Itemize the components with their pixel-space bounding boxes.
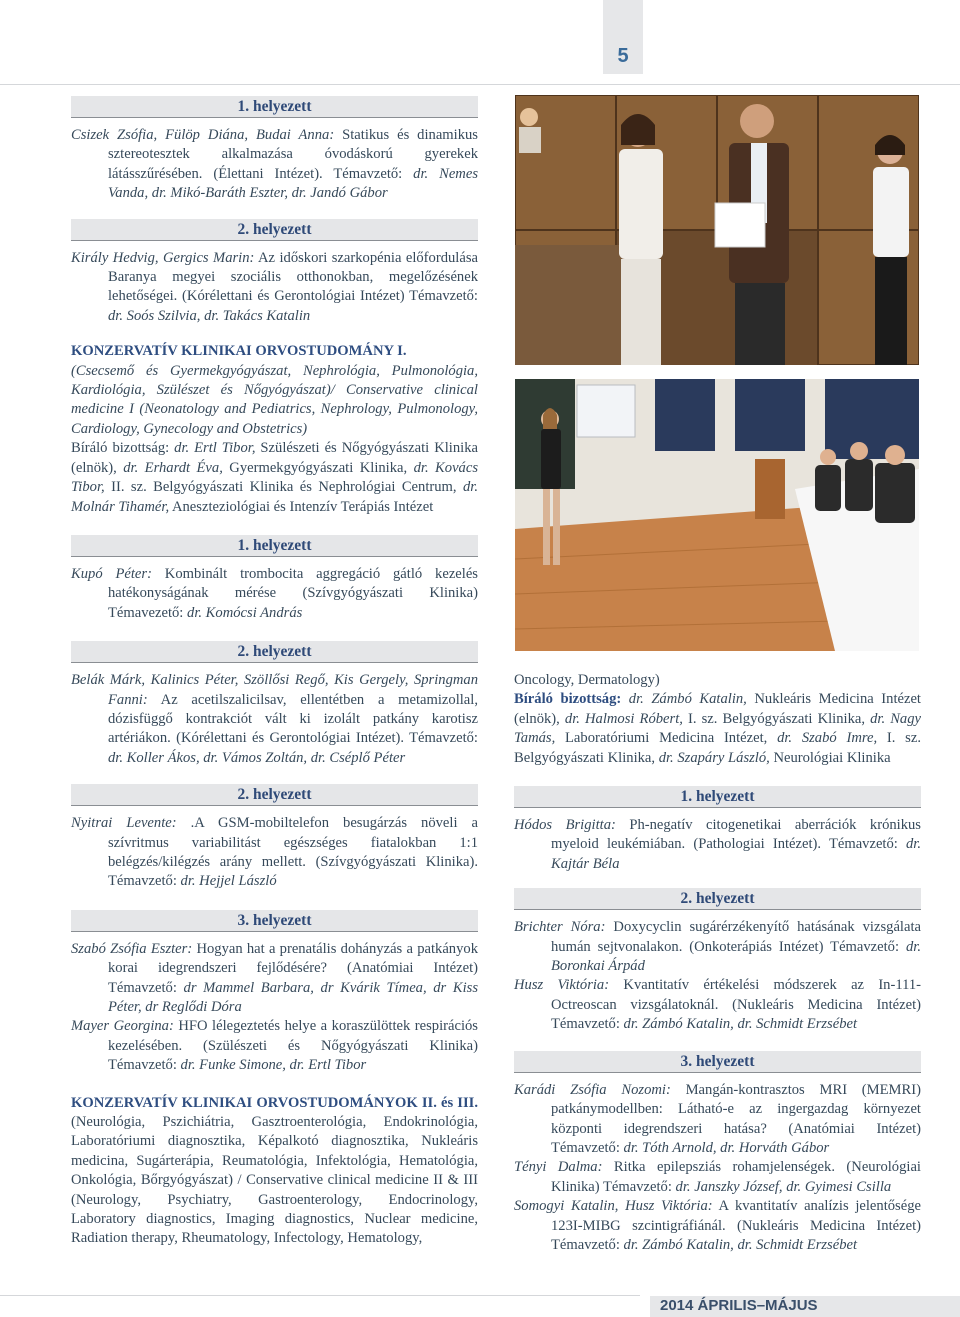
rank-bar: 2. helyezett [71,641,478,663]
entry-authors: Nyitrai Levente: [71,815,177,832]
entry-supervisors: dr. Soós Szilvia, dr. Takács Katalin [108,307,311,324]
entry-text: Ritka epilepsziás rohamjelenségek. (Neurológiai Klinika) Témavzető: [551,1159,921,1195]
entry-authors: Mayer Georgina: [71,1018,174,1035]
rank-bar: 2. helyezett [71,784,478,806]
left-column [71,96,478,1249]
entry-supervisors: dr. Zámbó Katalin, dr. Schmidt Erzsébet [623,1016,858,1033]
entry-authors: Csizek Zsófia, Fülöp Diána, Budai Anna: [71,127,335,143]
entry-supervisors: dr. Funke Simone, dr. Ertl Tibor [180,1057,367,1074]
entry-text: Doxycyclin sugárérzékenyítő hatásának vizsgálata humán sejtvonalakon. (Onkoterápiás Intézet) Témavzető: [551,919,921,955]
section-heading-2 [71,1094,478,1249]
reviewer: dr. Szapáry László, [658,749,770,766]
label: Bíráló bizottság: [71,440,175,457]
section-heading [71,342,478,361]
reviewer-unit: Szülészeti és Nőgyógyászati Klinika (elnök), [71,440,478,476]
entry-authors: Karádi Zsófia Nozomi: [514,1081,671,1098]
reviewer: dr. Nagy Tamás, [514,710,921,747]
rank-bar: 2. helyezett [514,888,921,910]
entry-text: A kvantitatív analízis jelentősége 123I-MIBG szcintigráfiánál. (Nukleáris Medicina Intézet) Témavzető: [551,1198,921,1253]
rank-bar: 3. helyezett [514,1051,921,1073]
entry-supervisors: dr. Koller Ákos, dr. Vámos Zoltán, dr. Cséplő Péter [108,749,406,766]
reviewer-unit: Gyermekgyógyászati Klinika, [222,459,414,476]
reviewer-unit: Nukleáris Medicina Intézet (elnök), [514,691,921,727]
entry-supervisors: dr. Nemes Vanda, dr. Mikó-Baráth Eszter, dr. Jandó Gábor [108,165,479,202]
rank-bar: 3. helyezett [71,910,478,932]
page-number: 5 [603,0,643,74]
rank-bar: 2. helyezett [71,219,478,241]
section-description: (Neurológia, Pszichiátria, Gasztroenterológia, Endokrinológia, Laboratóriumi diagnosztika, Képalkotó diagnosztika, Nukleáris medicina, Sugárterápia, Reumatológia, Infektológia, Hematológia, Onkológia, Bőrgyógyászat) / Conservative clinical medicine II & III (Neurology, Psychiatry, Gastroenterology, Endocrinology, Laboratory diagnostics, Imaging diagnostics, Nuclear medicine, Radiation therapy, Rheumatology, Infectology, Hematology, [71,1114,478,1247]
presentation-photo [515,379,919,651]
reviewer-unit: II. sz. Belgyógyászati Klinika és Nephrológiai Centrum, [104,479,463,496]
entry [71,1017,478,1075]
entry-authors: Husz Viktória: [514,977,610,994]
award-ceremony-photo [515,95,919,365]
section-continuation: Oncology, Dermatology) [514,672,660,688]
entry [71,249,478,327]
entry-text: .A GSM-mobiltelefon besugárzás növeli a szívritmus variabilitást egészséges fiatalokban 1:1 belégzés/kilégzés arány mellett. (Szívgyógyászati Klinika). Témavzető: [108,815,478,890]
reviewer-unit: I. sz. Belgyógyászati Klinika, [514,730,921,766]
entry [514,976,921,1034]
entry [71,126,478,204]
entry-text: HFO lélegeztetés helye a koraszülöttek respirációs kezelésében. (Szülészeti és Nőgyógyászati Klinika) Témavzető: [108,1018,478,1074]
entry [514,1081,921,1159]
entry-supervisors: dr. Kajtár Béla [551,836,921,872]
entry-authors: Tényi Dalma: [514,1159,603,1176]
entry-supervisors: dr. Tóth Arnold, dr. Horváth Gábor [623,1139,830,1156]
entry [71,940,478,1018]
entry [514,1158,921,1197]
entry-authors: Brichter Nóra: [514,919,606,936]
entry-text: Statikus és dinamikus sztereotesztek alkalmazása óvodáskorú gyerekek látásszűrésében. (Élettani Intézet). Témavzető: [108,127,478,182]
entry-supervisors: dr. Boronkai Árpád [551,938,921,975]
entry-text: Ph-negatív citogenetikai aberrációk krónikus myeloid leukémiában. (Pathologiai Intézet). Témavzető: [551,817,921,853]
entry-text: Az acetilszalicilsav, ellentétben a metamizollal, dózisfüggő kontrakciót vált ki izolált patkány karotisz artériákon. (Kórélettani és Gerontológiai Intézet). Témavzető: [108,691,478,747]
rank-bar: 1. helyezett [71,96,478,118]
reviewer-unit: I. sz. Belgyógyászati Klinika, [682,710,871,727]
entry [514,918,921,976]
entry-supervisors: dr. Komócsi András [187,604,303,621]
entry-text: Mangán-kontrasztos MRI (MEMRI) patkánymodellben: Látható-e az ingergazdag környezet központi idegrendszeri hatása? (Anatómiai Intézet) Témavzető: [551,1081,921,1156]
entry-text: Hogyan hat a prenatális dohányzás a patkányok korai idegrendszeri fejlődésére? (Anatómiai Intézet) Témavzető: [108,940,478,996]
entry-text: Az időskori szarkopénia előfordulása Baranya megyei szociális otthonokban, megelőzésének lehetőségei. (Kórélettani és Gerontológiai Intézet) Témavzető: [108,249,478,305]
entry [514,816,921,874]
rank-bar: 1. helyezett [71,535,478,557]
reviewer-unit: Laboratóriumi Medicina Intézet, [555,730,778,747]
section-title: KONZERVATÍV KLINIKAI ORVOSTUDOMÁNY I. [71,343,407,360]
entry-text: Kombinált trombocita aggregáció gátló kezelés hatékonyságának mérése (Szívgyógyászati Klinika) Témavezető: [108,565,478,621]
entry-supervisors: dr. Hejjel László [180,873,277,890]
reviewer: dr. Ertl Tibor, [174,440,256,457]
review-committee [514,690,921,768]
bottom-divider [0,1295,640,1296]
entry-authors: Belák Márk, Kalinics Péter, Szöllősi Regő, Kis Gergely, Springman Fanni: [71,672,478,708]
reviewer: dr. Erhardt Éva, [123,459,223,476]
entry [514,1197,921,1255]
entry [71,565,478,623]
entry-text: Kvantitatív értékelési módszerek az In-111-Octreoscan vizsgálatoknál. (Nukleáris Medicina Intézet) Témavzető: [551,977,921,1033]
entry-authors: Somogyi Katalin, Husz Viktória: [514,1198,713,1215]
top-divider [0,84,960,85]
entry-authors: Király Hedvig, Gergics Marin: [71,249,255,266]
reviewer: dr. Szabó Imre, [777,730,878,747]
rank-bar: 1. helyezett [514,786,921,808]
reviewer-unit: Aneszteziológiai és Intenzív Terápiás Intézet [169,498,434,515]
reviewer: dr. Halmosi Róbert, [564,710,683,727]
label: Bíráló bizottság: [514,691,629,708]
reviewer: dr. Zámbó Katalin, [628,691,747,708]
entry [71,814,478,892]
entry-authors: Hódos Brigitta: [514,817,616,834]
section-title: KONZERVATÍV KLINIKAI ORVOSTUDOMÁNYOK II. és III. [71,1094,478,1111]
reviewer: dr. Molnár Tihamér, [71,479,478,515]
entry-authors: Szabó Zsófia Eszter: [71,940,193,957]
section-subtitle: (Csecsemő és Gyermekgyógyászat, Nephrológia, Pulmonológia, Kardiológia, Szülészet és Nőgyógyászat)/ Conservative clinical medicine I (Neonatology and Pediatrics, Nephrology, Pulmonology, Cardiology, Gynecology and Obstetrics) [71,362,478,437]
entry-supervisors: dr Mammel Barbara, dr Kvárik Tímea, dr Kiss Péter, dr Reglődi Dóra [108,979,479,1015]
issue-date: 2014 ÁPRILIS–MÁJUS [660,1297,818,1314]
entry-authors: Kupó Péter: [71,565,152,582]
right-column [514,671,921,1255]
reviewer-unit: Neurológiai Klinika [769,749,891,766]
reviewer: dr. Kovács Tibor, [71,459,478,496]
entry-supervisors: dr. Janszky József, dr. Gyimesi Csilla [675,1178,892,1195]
entry-supervisors: dr. Zámbó Katalin, dr. Schmidt Erzsébet [623,1236,858,1253]
review-committee [71,439,478,517]
entry [71,671,478,768]
